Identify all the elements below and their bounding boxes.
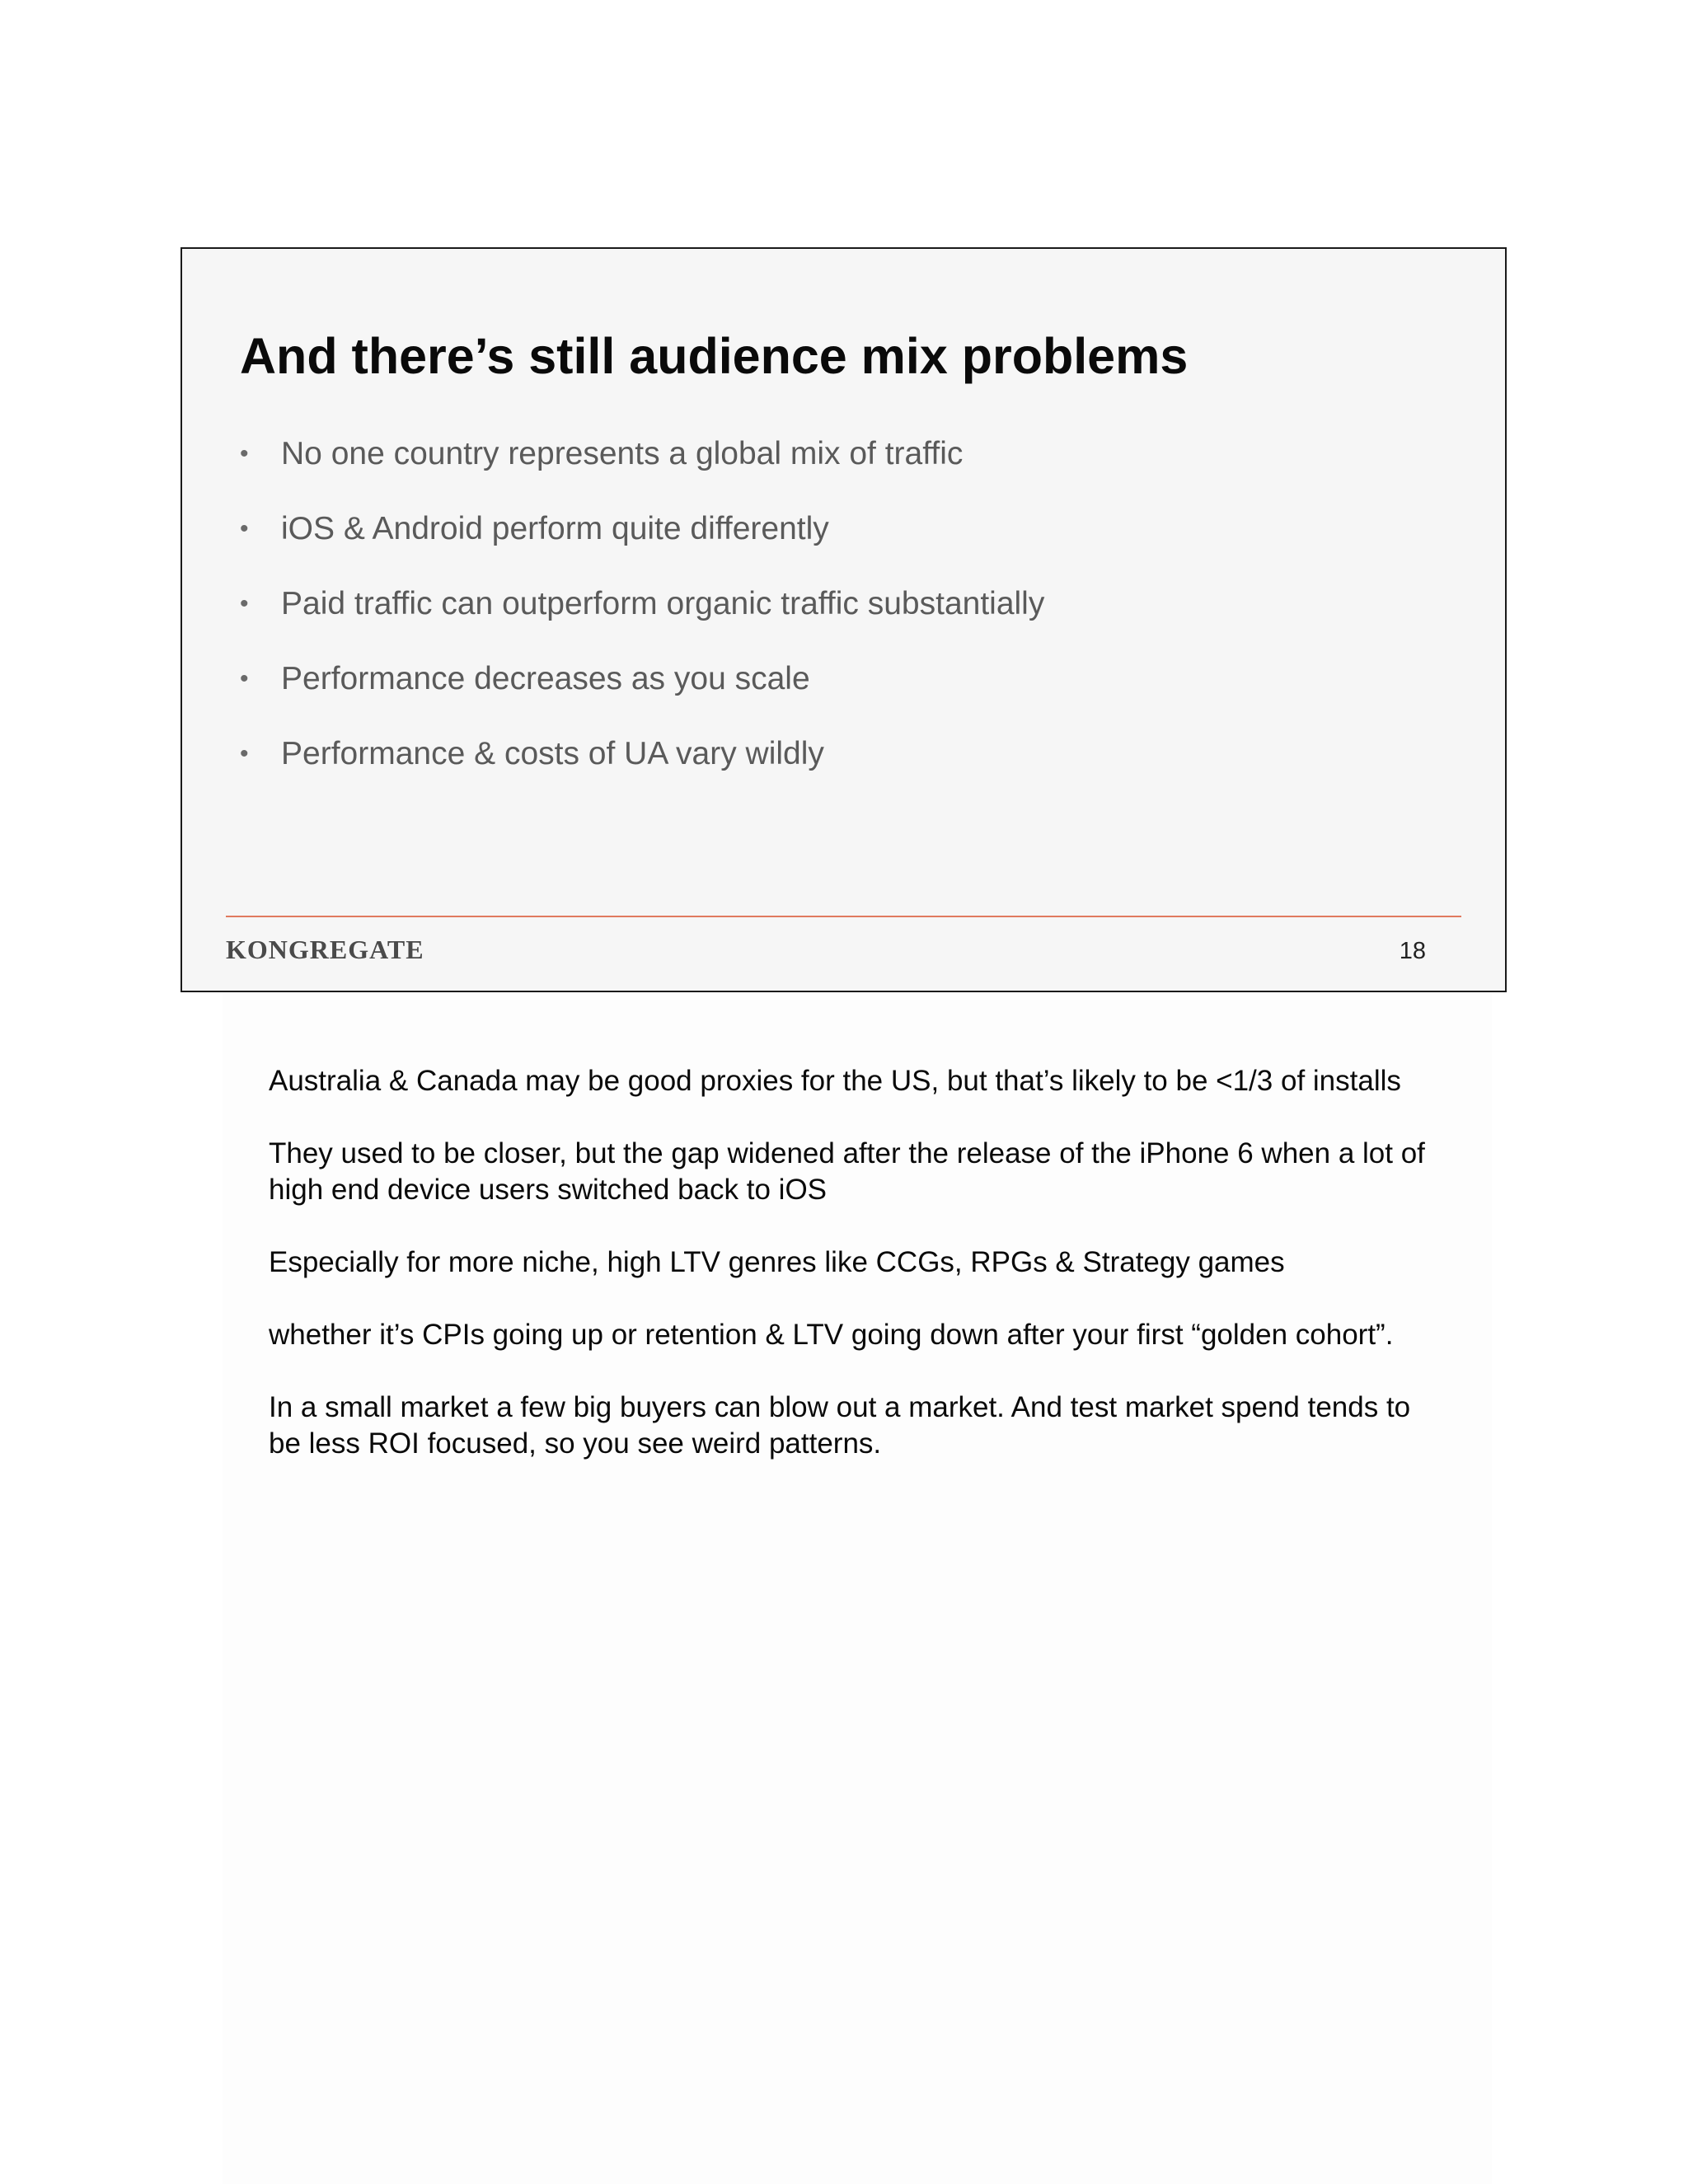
- bullet-item: [240, 510, 1044, 585]
- bullet-text: Paid traffic can outperform organic traffic substantially: [281, 586, 1045, 621]
- bullet-text: No one country represents a global mix of traffic: [281, 436, 964, 471]
- bullet-marker: •: [240, 515, 249, 542]
- speaker-notes: [269, 1063, 1439, 1498]
- bullet-item: [240, 585, 1044, 660]
- note-paragraph: Australia & Canada may be good proxies for the US, but that’s likely to be <1/3 of installs: [269, 1065, 1401, 1097]
- note-paragraph: In a small market a few big buyers can blow out a market. And test market spend tends to be less ROI focused, so you see weird patterns.: [269, 1391, 1411, 1460]
- brand-logo: KONGREGATE: [226, 935, 424, 964]
- bullet-text: Performance decreases as you scale: [281, 661, 810, 696]
- note-paragraph: They used to be closer, but the gap widened after the release of the iPhone 6 when a lot of high end device users switched back to iOS: [269, 1137, 1425, 1206]
- bullet-marker: •: [240, 665, 249, 692]
- slide-title: And there’s still audience mix problems: [240, 328, 1189, 384]
- bullet-item: [240, 435, 1044, 510]
- bullet-marker: •: [240, 590, 249, 617]
- note-paragraph: whether it’s CPIs going up or retention & LTV going down after your first “golden cohort”.: [269, 1319, 1394, 1351]
- slide-page-number: 18: [1399, 938, 1426, 964]
- bullet-list: [240, 435, 1044, 810]
- bullet-item: [240, 660, 1044, 735]
- footer-divider: [226, 916, 1461, 917]
- bullet-marker: •: [240, 740, 249, 767]
- bullet-text: iOS & Android perform quite differently: [281, 511, 829, 546]
- bullet-marker: •: [240, 440, 249, 467]
- bullet-item: [240, 735, 1044, 810]
- slide: [181, 247, 1507, 992]
- note-paragraph: Especially for more niche, high LTV genres like CCGs, RPGs & Strategy games: [269, 1246, 1285, 1278]
- bullet-text: Performance & costs of UA vary wildly: [281, 736, 824, 771]
